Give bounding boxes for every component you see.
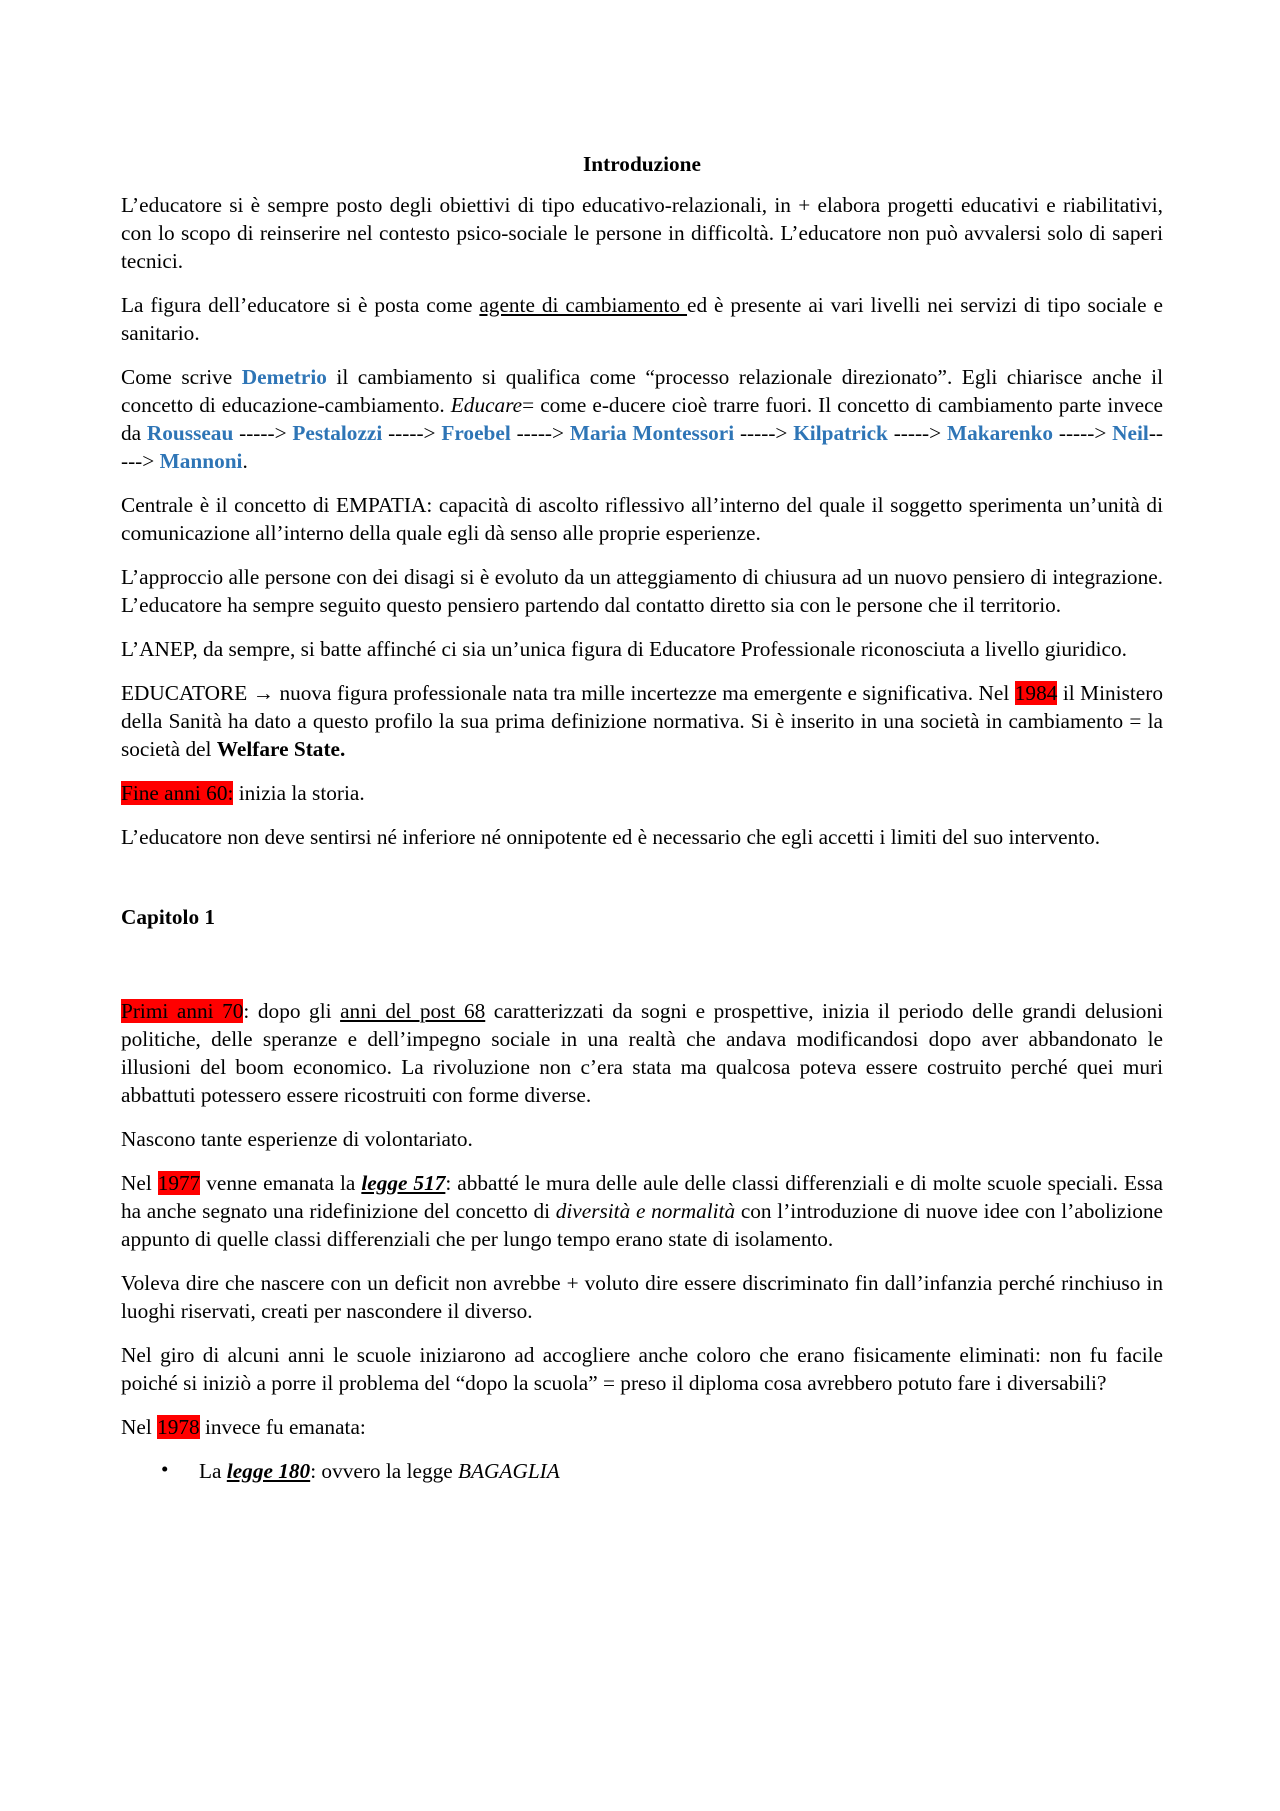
list-item xyxy=(121,1457,1163,1485)
underlined-phrase: agente di cambiamento xyxy=(479,293,688,317)
text: venne emanata la xyxy=(200,1171,362,1195)
name-rousseau: Rousseau xyxy=(146,421,234,445)
chapter-heading: Capitolo 1 xyxy=(121,905,216,929)
term-educare: Educare xyxy=(450,393,523,417)
text: La figura dell’educatore si è posta come xyxy=(121,293,480,317)
text: : abbatté le mura delle aule delle classi differenziali e di molte scuole speciali. Essa ha anche segnato una ridefinizione del concetto di xyxy=(121,1171,1163,1223)
text: . xyxy=(242,449,248,473)
arrow: -----> xyxy=(887,421,947,445)
italic-phrase: BAGAGLIA xyxy=(458,1459,560,1483)
text: : ovvero la legge xyxy=(310,1459,459,1483)
welfare-state: Welfare State. xyxy=(216,737,346,761)
text: il Ministero della Sanità ha dato a questo profilo la sua prima definizione normativa. Si è inserito in una società in cambiamento = la società del xyxy=(121,681,1163,761)
arrow: -----> xyxy=(734,421,794,445)
text: Nel xyxy=(121,1415,158,1439)
bullet-list xyxy=(121,1457,1163,1485)
highlighted-year: 1978 xyxy=(157,1415,200,1439)
intro-paragraph-1: L’educatore si è sempre posto degli obiettivi di tipo educativo-relazionali, in + elabora progetti educativi e riabilitativi, con lo scopo di reinserire nel contesto psico-sociale le persone in difficoltà. L’educatore non può avvalersi solo di saperi tecnici. xyxy=(121,193,1163,273)
document-page xyxy=(121,150,1163,1485)
name-neil: Neil xyxy=(1112,421,1149,445)
law-reference: legge 517 xyxy=(361,1171,446,1195)
chapter-paragraph-5: Nel giro di alcuni anni le scuole iniziarono ad accogliere anche coloro che erano fisicamente eliminati: non fu facile poiché si iniziò a porre il problema del “dopo la scuola” = preso il diploma cosa avrebbero potuto fare i diversabili? xyxy=(121,1343,1163,1395)
arrow: -----> xyxy=(382,421,442,445)
text: = come e-ducere cioè trarre fuori. Il concetto di cambiamento parte invece da xyxy=(121,393,1163,445)
text: Nel xyxy=(121,1171,158,1195)
text: ed è presente ai vari livelli nei servizi di tipo sociale e sanitario. xyxy=(121,293,1163,345)
text: invece fu emanata: xyxy=(199,1415,366,1439)
chapter-paragraph-3 xyxy=(121,1169,1163,1253)
page-title: Introduzione xyxy=(583,152,701,176)
chapter-paragraph-1 xyxy=(121,997,1163,1109)
name-montessori: Maria Montessori xyxy=(569,421,735,445)
chapter-paragraph-4: Voleva dire che nascere con un deficit non avrebbe + voluto dire essere discriminato fin dall’infanzia perché rinchiuso in luoghi riservati, creati per nascondere il diverso. xyxy=(121,1271,1163,1323)
text: EDUCATORE → nuova figura professionale nata tra mille incertezze ma emergente e significativa. Nel xyxy=(121,681,1015,705)
arrow: -----> xyxy=(1053,421,1113,445)
chapter-paragraph-2: Nascono tante esperienze di volontariato. xyxy=(121,1127,473,1151)
text: con l’introduzione di nuove idee con l’abolizione appunto di quelle classi differenziali che per lungo tempo erano state di isolamento. xyxy=(121,1199,1163,1251)
text: caratterizzati da sogni e prospettive, inizia il periodo delle grandi delusioni politiche, delle speranze e dell’impegno sociale in una realtà che andava modificandosi dopo aver abbandonato le illusioni del boom economico. La rivoluzione non c’era stata ma qualcosa poteva essere costruito perché quei muri abbattuti potessero essere ricostruiti con forme diverse. xyxy=(121,999,1164,1107)
bullet-icon: • xyxy=(161,1457,169,1481)
arrow: -----> xyxy=(510,421,570,445)
underlined-phrase: anni del post 68 xyxy=(340,999,486,1023)
highlighted-year: 1977 xyxy=(157,1171,201,1195)
text: La xyxy=(199,1459,227,1483)
intro-paragraph-5: L’approccio alle persone con dei disagi si è evoluto da un atteggiamento di chiusura ad un nuovo pensiero di integrazione. L’educatore ha sempre seguito questo pensiero partendo dal contatto diretto sia con le persone che il territorio. xyxy=(121,565,1163,617)
law-reference: legge 180 xyxy=(226,1459,311,1483)
italic-phrase: diversità e normalità xyxy=(555,1199,736,1223)
highlighted-period: Fine anni 60: xyxy=(121,781,234,805)
name-pestalozzi: Pestalozzi xyxy=(292,421,383,445)
intro-paragraph-7 xyxy=(121,679,1163,763)
arrow: -----> xyxy=(233,421,293,445)
arrow: -----> xyxy=(121,421,1164,473)
intro-paragraph-9: L’educatore non deve sentirsi né inferiore né onnipotente ed è necessario che egli accetti i limiti del suo intervento. xyxy=(121,825,1101,849)
name-kilpatrick: Kilpatrick xyxy=(793,421,888,445)
highlighted-period: Primi anni 70 xyxy=(121,999,244,1023)
text: il cambiamento si qualifica come “processo relazionale direzionato”. Egli chiarisce anche il concetto di educazione-cambiamento. xyxy=(121,365,1163,417)
intro-paragraph-6: L’ANEP, da sempre, si batte affinché ci sia un’unica figura di Educatore Professionale riconosciuta a livello giuridico. xyxy=(121,637,1127,661)
intro-paragraph-2 xyxy=(121,291,1163,347)
text: Come scrive xyxy=(121,365,242,389)
text: inizia la storia. xyxy=(233,781,365,805)
chapter-paragraph-6 xyxy=(121,1413,1163,1441)
intro-paragraph-8 xyxy=(121,779,1163,807)
text: : dopo gli xyxy=(243,999,341,1023)
name-froebel: Froebel xyxy=(441,421,511,445)
intro-paragraph-4: Centrale è il concetto di EMPATIA: capacità di ascolto riflessivo all’interno del quale il soggetto sperimenta un’unità di comunicazione all’interno della quale egli dà senso alle proprie esperienze. xyxy=(121,493,1163,545)
intro-paragraph-3 xyxy=(121,363,1163,475)
highlighted-year: 1984 xyxy=(1014,681,1058,705)
name-demetrio: Demetrio xyxy=(241,365,327,389)
name-makarenko: Makarenko xyxy=(946,421,1054,445)
name-mannoni: Mannoni xyxy=(159,449,243,473)
